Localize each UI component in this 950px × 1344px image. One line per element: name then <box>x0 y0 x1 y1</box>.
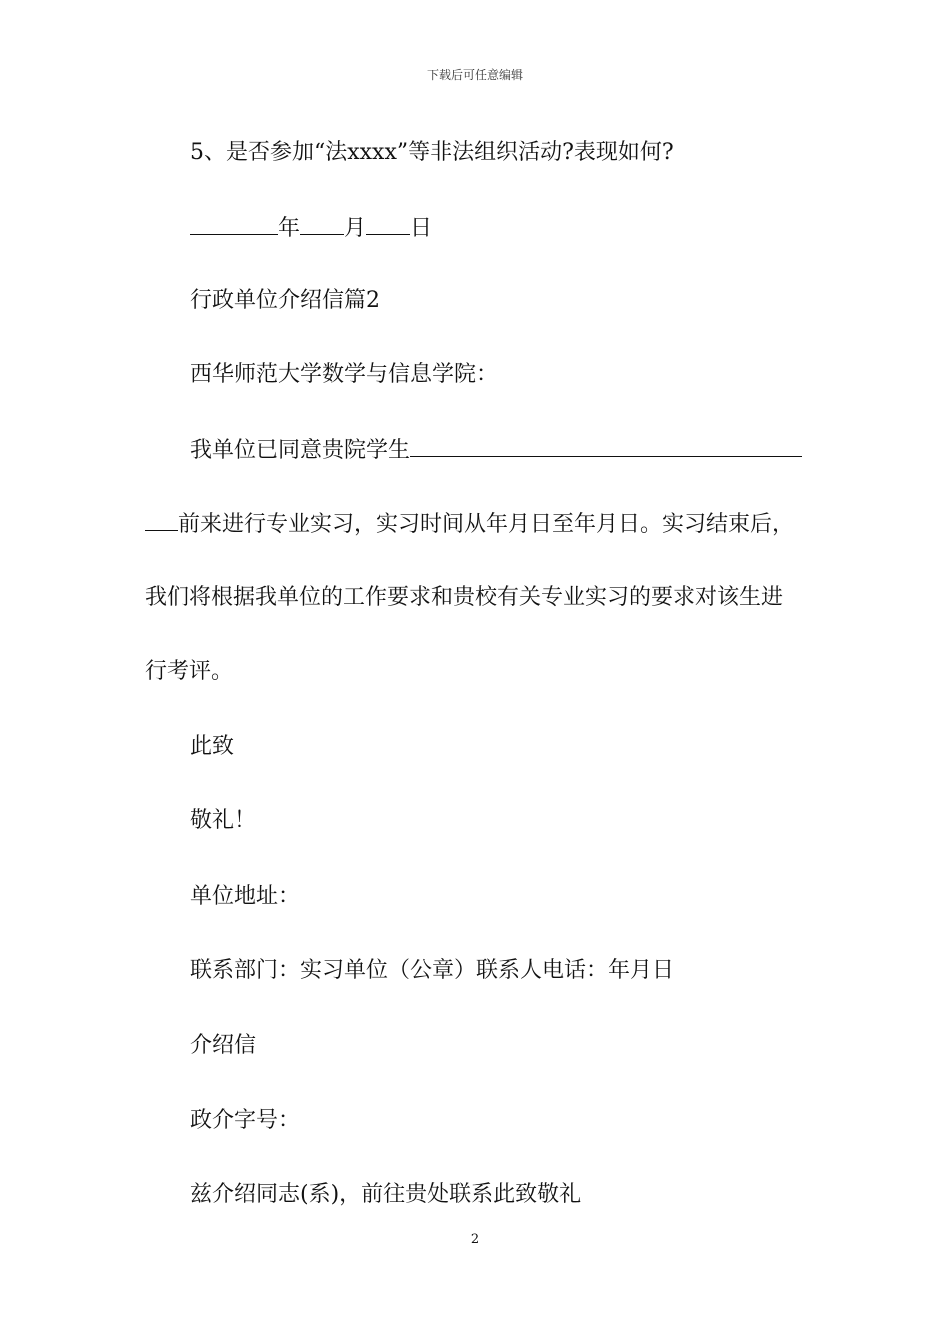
date-line <box>190 212 432 244</box>
year-blank <box>190 212 278 235</box>
unit-address: 单位地址： <box>190 884 301 909</box>
student-name-blank-cont <box>145 508 178 531</box>
addressee: 西华师范大学数学与信息学院： <box>190 362 499 387</box>
closing-line-1: 此致 <box>190 734 235 759</box>
question-5: 5、是否参加“法xxxx”等非法组织活动?表现如何? <box>190 140 674 165</box>
body-line-4: 行考评。 <box>145 659 234 684</box>
student-name-blank <box>410 434 802 457</box>
body-line-2 <box>145 508 794 540</box>
date-month-label: 月 <box>344 216 367 241</box>
date-year-label: 年 <box>278 216 301 241</box>
page-number: 2 <box>470 1232 480 1247</box>
reference-number: 政介字号： <box>190 1108 301 1133</box>
month-blank <box>300 212 344 235</box>
body-line-1-text: 我单位已同意贵院学生 <box>190 438 411 463</box>
letter-title: 介绍信 <box>190 1033 257 1058</box>
day-blank <box>366 212 410 235</box>
body-line-3: 我们将根据我单位的工作要求和贵校有关专业实习的要求对该生进 <box>145 585 784 610</box>
closing-line-2: 敬礼！ <box>190 808 257 833</box>
contact-line: 联系部门：实习单位（公章）联系人电话：年月日 <box>190 958 675 983</box>
introduction-line: 兹介绍同志(系)，前往贵处联系此致敬礼 <box>190 1182 582 1207</box>
body-line-1 <box>190 434 802 466</box>
page-header: 下载后可任意编辑 <box>426 68 523 82</box>
body-line-2-text: 前来进行专业实习，实习时间从年月日至年月日。实习结束后， <box>178 512 795 537</box>
date-day-label: 日 <box>410 216 433 241</box>
section-title: 行政单位介绍信篇2 <box>190 288 380 313</box>
